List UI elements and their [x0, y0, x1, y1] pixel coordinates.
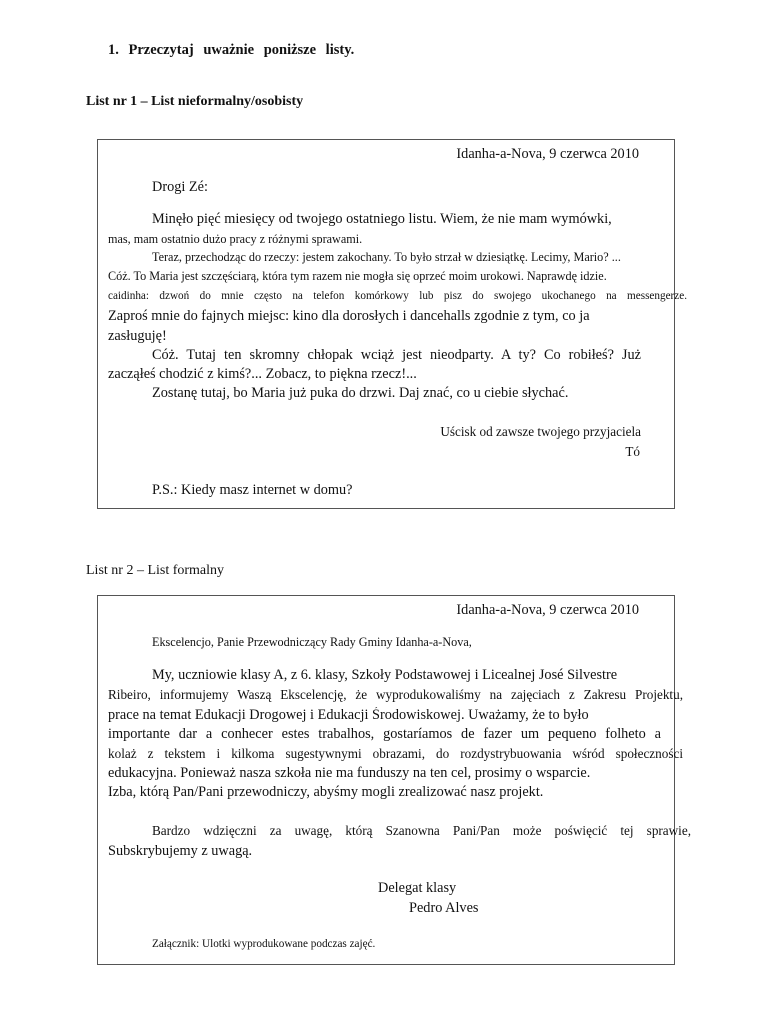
letter1-line: Zostanę tutaj, bo Maria już puka do drzwi. Daj znać, co u ciebie słychać.: [152, 385, 569, 401]
letter2-line: kolaż z tekstem i kilkoma sugestywnymi obrazami, do rozdystrybuowania wśród społeczności: [108, 746, 683, 761]
letter1-line: Cóż. Tutaj ten skromny chłopak wciąż jest nieodparty. A ty? Co robiłeś? Już: [152, 347, 641, 363]
letter2-date: Idanha-a-Nova, 9 czerwca 2010: [456, 602, 639, 618]
letter1-line: Minęło pięć miesięcy od twojego ostatniego listu. Wiem, że nie mam wymówki,: [152, 211, 612, 227]
letter2-salutation: Ekscelencjo, Panie Przewodniczący Rady Gminy Idanha-a-Nova,: [152, 635, 472, 649]
letter1-line: Teraz, przechodząc do rzeczy: jestem zakochany. To było strzał w dziesiątkę. Lecimy, Mario? ...: [152, 250, 621, 264]
letter1-line: mas, mam ostatnio dużo pracy z różnymi sprawami.: [108, 232, 363, 246]
letter1-greeting: Drogi Zé:: [152, 179, 208, 195]
letter1-closing: Uścisk od zawsze twojego przyjaciela: [440, 424, 641, 439]
letter2-line: Ribeiro, informujemy Waszą Ekscelencję, że wyprodukowaliśmy na zajęciach z Zakresu Projektu,: [108, 687, 683, 702]
letter1-line: Zaproś mnie do fajnych miejsc: kino dla dorosłych i dancehalls zgodnie z tym, co ja: [108, 308, 590, 324]
letter1-date: Idanha-a-Nova, 9 czerwca 2010: [456, 146, 639, 162]
letter2-line: Izba, którą Pan/Pani przewodniczy, abyśmy mogli zrealizować nasz projekt.: [108, 784, 544, 800]
letter1-line: caidinha: dzwoń do mnie często na telefon komórkowy lub pisz do swojego ukochanego na messengerze.: [108, 290, 687, 302]
exercise-heading: 1. Przeczytaj uważnie poniższe listy.: [108, 42, 355, 58]
letter1-box: [97, 139, 687, 509]
letter2-line: importante dar a conhecer estes trabalhos, gostaríamos de fazer um pequeno folheto a: [108, 726, 661, 742]
letter2-line: My, uczniowie klasy A, z 6. klasy, Szkoły Podstawowej i Licealnej José Silvestre: [152, 667, 618, 683]
letter2-line: edukacyjna. Ponieważ nasza szkoła nie ma funduszy na ten cel, prosimy o wsparcie.: [108, 765, 591, 781]
letter1-signature: Tó: [625, 444, 640, 459]
letter2-line: prace na temat Edukacji Drogowej i Edukacji Środowiskowej. Uważamy, że to było: [108, 707, 589, 723]
letter2-box: [97, 595, 691, 965]
letter2-delegate: Delegat klasy: [378, 880, 457, 896]
letter2-name: Pedro Alves: [409, 900, 479, 916]
letter1-postscript: P.S.: Kiedy masz internet w domu?: [152, 482, 353, 498]
letter1-line: zacząłeś chodzić z kimś?... Zobacz, to piękna rzecz!...: [108, 366, 417, 382]
letter1-title: List nr 1 – List nieformalny/osobisty: [86, 94, 304, 109]
letter2-line: Bardzo wdzięczni za uwagę, którą Szanowna Pani/Pan może poświęcić tej sprawie,: [152, 823, 691, 838]
letter2-title: List nr 2 – List formalny: [86, 563, 225, 578]
letter1-line: zasługuję!: [108, 328, 167, 344]
letter2-attachment: Załącznik: Ulotki wyprodukowane podczas zajęć.: [152, 938, 376, 950]
letter2-line: Subskrybujemy z uwagą.: [108, 843, 253, 859]
letter1-line: Cóż. To Maria jest szczęściarą, która tym razem nie mogła się oprzeć moim urokowi. Naprawdę idzie.: [108, 269, 607, 283]
